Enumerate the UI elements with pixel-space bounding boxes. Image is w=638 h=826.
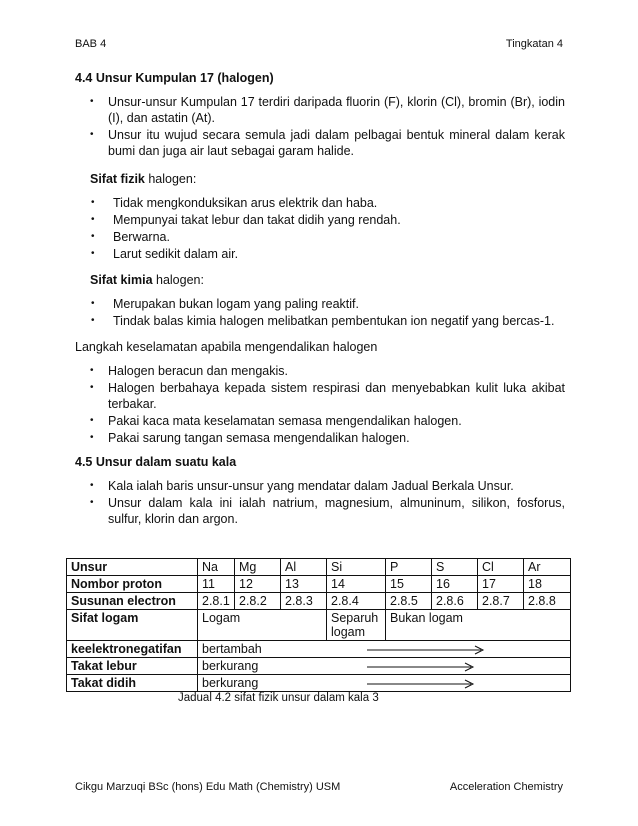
table-row [67, 675, 571, 692]
table-row [67, 576, 571, 593]
table-row [67, 658, 571, 675]
row-label: Unsur [67, 559, 198, 576]
row-label: Takat didih [67, 675, 198, 692]
physical-properties-heading: Sifat fizik halogen: [90, 172, 197, 186]
table-cell: Ar [524, 559, 571, 576]
arrow-right-icon [367, 662, 477, 672]
table-cell: Cl [478, 559, 524, 576]
table-cell: 2.8.3 [281, 593, 327, 610]
table-cell: Separuh logam [327, 610, 386, 641]
arrow-right-icon [367, 679, 477, 689]
table-cell: 16 [432, 576, 478, 593]
table-cell [198, 658, 571, 675]
row-label: keelektronegatifan [67, 641, 198, 658]
section-title-period: 4.5 Unsur dalam suatu kala [75, 455, 237, 469]
table-cell: Mg [235, 559, 281, 576]
period3-table [66, 558, 571, 692]
table-cell: S [432, 559, 478, 576]
list-item: • Mempunyai takat lebur dan takat didih yang rendah. [75, 212, 565, 228]
row-label: Nombor proton [67, 576, 198, 593]
table-caption: Jadual 4.2 sifat fizik unsur dalam kala 3 [178, 692, 379, 704]
list-item: • Tidak mengkonduksikan arus elektrik dan haba. [75, 195, 565, 211]
halogen-intro-list [75, 94, 565, 159]
list-item: • Berwarna. [75, 229, 565, 245]
list-item: • Halogen beracun dan mengakis. [75, 363, 565, 379]
table-cell: 2.8.4 [327, 593, 386, 610]
table-row [67, 641, 571, 658]
safety-heading: Langkah keselamatan apabila mengendalikan halogen [75, 340, 378, 354]
table-cell: 13 [281, 576, 327, 593]
arrow-right-icon [367, 645, 487, 655]
table-cell: 2.8.5 [386, 593, 432, 610]
table-cell: Bukan logam [386, 610, 571, 641]
list-item: • Kala ialah baris unsur-unsur yang mendatar dalam Jadual Berkala Unsur. [75, 478, 565, 494]
trend-label: berkurang [202, 676, 259, 690]
table-cell: 18 [524, 576, 571, 593]
table-cell: 12 [235, 576, 281, 593]
safety-list [75, 363, 565, 446]
table-row [67, 559, 571, 576]
table-cell: Al [281, 559, 327, 576]
list-item: • Pakai sarung tangan semasa mengendalikan halogen. [75, 430, 565, 446]
table-cell [198, 675, 571, 692]
table-cell: 2.8.6 [432, 593, 478, 610]
section-title-halogen: 4.4 Unsur Kumpulan 17 (halogen) [75, 71, 274, 85]
book-title-label: Acceleration Chemistry [449, 781, 563, 793]
table-row [67, 610, 571, 641]
chemical-properties-list [75, 296, 565, 329]
table-cell [198, 641, 571, 658]
list-item: • Pakai kaca mata keselamatan semasa mengendalikan halogen. [75, 413, 565, 429]
table-cell: 15 [386, 576, 432, 593]
table-cell: 2.8.7 [478, 593, 524, 610]
row-label: Susunan electron [67, 593, 198, 610]
table-row [67, 593, 571, 610]
table-cell: Na [198, 559, 235, 576]
chapter-label: BAB 4 [75, 38, 107, 50]
chemical-properties-heading: Sifat kimia halogen: [90, 273, 204, 287]
page-header [75, 38, 563, 50]
table-cell: 2.8.8 [524, 593, 571, 610]
table-cell: 2.8.2 [235, 593, 281, 610]
author-label: Cikgu Marzuqi BSc (hons) Edu Math (Chemistry) USM [75, 781, 341, 793]
list-item: • Tindak balas kimia halogen melibatkan pembentukan ion negatif yang bercas-1. [75, 313, 565, 329]
list-item: • Unsur itu wujud secara semula jadi dalam pelbagai bentuk mineral dalam kerak bumi dan juga air laut sebagai garam halide. [75, 127, 565, 159]
period-list [75, 478, 565, 527]
list-item: • Merupakan bukan logam yang paling reaktif. [75, 296, 565, 312]
table-cell: Si [327, 559, 386, 576]
list-item: • Unsur-unsur Kumpulan 17 terdiri daripada fluorin (F), klorin (Cl), bromin (Br), iodin (I), dan astatin (At). [75, 94, 565, 126]
table-cell: 11 [198, 576, 235, 593]
list-item: • Larut sedikit dalam air. [75, 246, 565, 262]
list-item: • Unsur dalam kala ini ialah natrium, magnesium, almuninum, silikon, fosforus, sulfur, klorin dan argon. [75, 495, 565, 527]
row-label: Sifat logam [67, 610, 198, 641]
table-cell: P [386, 559, 432, 576]
trend-label: berkurang [202, 659, 259, 673]
table-cell: Logam [198, 610, 327, 641]
table-cell: 17 [478, 576, 524, 593]
table-cell: 2.8.1 [198, 593, 235, 610]
table-cell: 14 [327, 576, 386, 593]
physical-properties-list [75, 195, 565, 262]
trend-label: bertambah [202, 642, 262, 656]
row-label: Takat lebur [67, 658, 198, 675]
list-item: • Halogen berbahaya kepada sistem respirasi dan menyebabkan kulit luka akibat terbakar. [75, 380, 565, 412]
page-content [75, 70, 565, 528]
page-footer [75, 781, 563, 793]
form-label: Tingkatan 4 [505, 38, 563, 50]
